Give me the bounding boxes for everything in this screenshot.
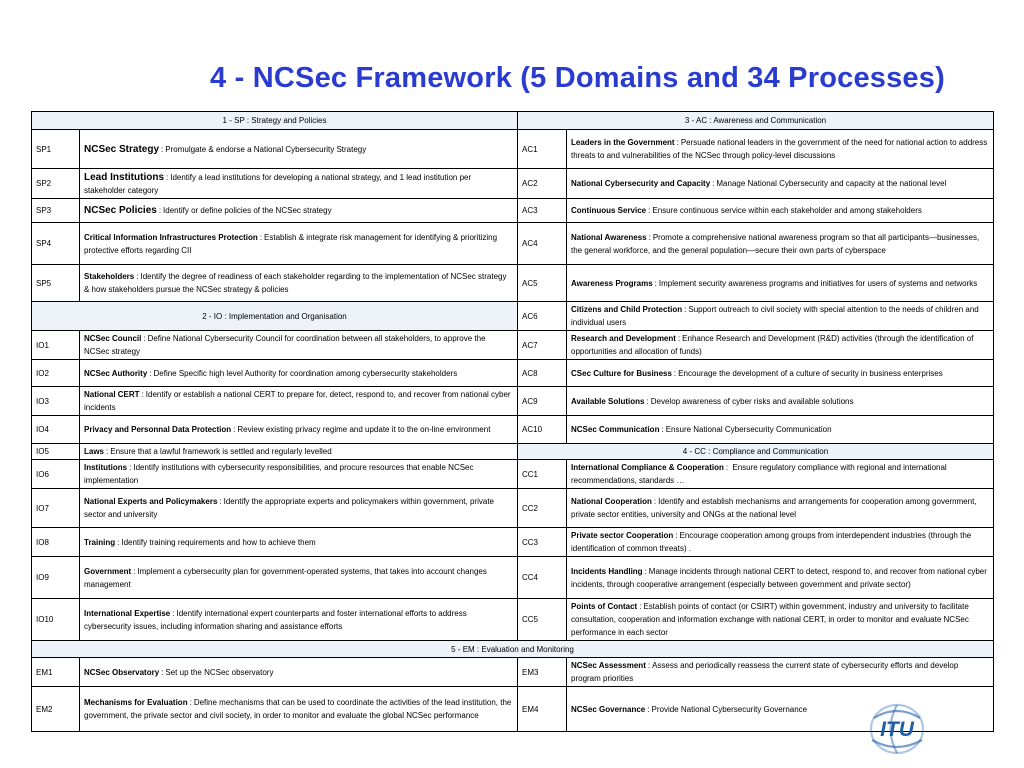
process-description-cell: NCSec Communication : Ensure National Cybersecurity Communication — [567, 416, 994, 444]
process-name: National CERT — [84, 390, 140, 399]
process-description-cell: NCSec Governance : Provide National Cybersecurity Governance — [567, 687, 994, 732]
process-name: Leaders in the Government — [571, 138, 675, 147]
table-row — [32, 599, 994, 641]
process-description-cell: Training : Identify training requirements and how to achieve them — [80, 528, 518, 557]
process-name: NCSec Observatory — [84, 667, 160, 677]
table-row — [32, 302, 994, 331]
process-desc: Identify institutions with cybersecurity responsibilities, and procure resources that enable NCSec implementation — [84, 463, 474, 485]
process-description-cell: CSec Culture for Business : Encourage the development of a culture of security in business enterprises — [567, 360, 994, 387]
itu-logo-text: ITU — [880, 718, 914, 741]
table-row — [32, 331, 994, 360]
process-description-cell: Points of Contact : Establish points of contact (or CSIRT) within government, industry and university to facilitate consultation, cooperation and information exchange with national CERT, in order to monitor and evaluate NCSec performance in each sector — [567, 599, 994, 641]
process-desc: Encourage the development of a culture of security in business enterprises — [678, 368, 943, 378]
process-code: IO4 — [32, 416, 80, 444]
process-code: AC9 — [518, 387, 567, 416]
process-code: EM3 — [518, 658, 567, 687]
process-description-cell: Continuous Service : Ensure continuous service within each stakeholder and among stakeholders — [567, 199, 994, 223]
process-desc: Set up the NCSec observatory — [165, 667, 274, 677]
process-code: SP5 — [32, 265, 80, 302]
process-description-cell: Privacy and Personnal Data Protection : Review existing privacy regime and update it to the on-line environment — [80, 416, 518, 444]
process-description-cell: Citizens and Child Protection : Support outreach to civil society with special attention to the needs of children and individual users — [567, 302, 994, 331]
process-desc: Implement a cybersecurity plan for government-operated systems, that takes into account changes management — [84, 566, 487, 589]
process-description-cell: International Compliance & Cooperation : Ensure regulatory compliance with regional and international recommendations, standards … — [567, 460, 994, 489]
process-description-cell: NCSec Policies : Identify or define policies of the NCSec strategy — [80, 199, 518, 223]
process-name: International Expertise — [84, 608, 171, 618]
process-description-cell: NCSec Strategy : Promulgate & endorse a National Cybersecurity Strategy — [80, 130, 518, 169]
table-row — [32, 460, 994, 489]
process-desc: Support outreach to civil society with special attention to the needs of children and individual users — [571, 305, 979, 327]
process-name: NCSec Communication — [571, 425, 660, 434]
process-description-cell: Mechanisms for Evaluation : Define mechanisms that can be used to coordinate the activities of the lead institution, the government, the private sector and civil society, in order to monitor and evaluate the global NCSec performance — [80, 687, 518, 732]
process-desc: Manage incidents through national CERT to detect, respond to, and recover from national cyber incidents, through cooperative arrangement (especially between government and private sector) — [571, 566, 987, 589]
process-name: Research and Development — [571, 334, 676, 343]
process-desc: Identify a lead institutions for developing a national strategy, and 1 lead institution per stakeholder category — [84, 172, 472, 195]
process-code: IO7 — [32, 489, 80, 528]
table-row — [32, 658, 994, 687]
table-row — [32, 641, 994, 658]
process-name: National Cybersecurity and Capacity — [571, 179, 711, 188]
process-desc: Manage National Cybersecurity and capacity at the national level — [716, 179, 947, 188]
process-desc: Identify or establish a national CERT to prepare for, detect, respond to, and recover from national cyber incidents — [84, 390, 511, 412]
table-row — [32, 223, 994, 265]
process-description-cell: NCSec Assessment : Assess and periodically reassess the current state of cybersecurity efforts and develop program priorities — [567, 658, 994, 687]
table-row — [32, 416, 994, 444]
process-code: AC3 — [518, 199, 567, 223]
process-desc: Identify international expert counterparts and foster international efforts to address cybersecurity issues, including information sharing and assistance efforts — [84, 608, 467, 631]
process-code: IO2 — [32, 360, 80, 387]
process-code: IO5 — [32, 444, 80, 460]
process-desc: Review existing privacy regime and update it to the on-line environment — [237, 425, 491, 434]
process-description-cell: Lead Institutions : Identify a lead institutions for developing a national strategy, and 1 lead institution per stakeholder category — [80, 169, 518, 199]
process-code: AC5 — [518, 265, 567, 302]
process-name: NCSec Policies — [84, 205, 157, 216]
process-desc: Establish & integrate risk management for identifying & prioritizing protective efforts regarding CII — [84, 232, 498, 255]
process-name: Stakeholders — [84, 272, 135, 281]
process-name: Points of Contact — [571, 602, 638, 611]
table-row — [32, 265, 994, 302]
process-desc: Identify the appropriate experts and policymakers within government, private sector and university — [84, 497, 494, 519]
process-name: Privacy and Personnal Data Protection — [84, 425, 232, 434]
process-name: NCSec Governance — [571, 704, 646, 714]
process-code: EM2 — [32, 687, 80, 732]
process-desc: Identify training requirements and how to achieve them — [121, 537, 316, 547]
process-code: AC1 — [518, 130, 567, 169]
table-row — [32, 489, 994, 528]
process-desc: Develop awareness of cyber risks and available solutions — [650, 396, 854, 406]
process-description-cell: Institutions : Identify institutions with cybersecurity responsibilities, and procure resources that enable NCSec implementation — [80, 460, 518, 489]
process-name: National Awareness — [571, 232, 647, 242]
process-description-cell: National Awareness : Promote a comprehensive national awareness program so that all participants—businesses, the general workforce, and the general population—secure their own parts of cyberspace — [567, 223, 994, 265]
process-code: AC4 — [518, 223, 567, 265]
process-desc: Encourage cooperation among groups from interdependent industries (through the identification of common threats) . — [571, 531, 972, 553]
process-code: SP2 — [32, 169, 80, 199]
process-code: AC2 — [518, 169, 567, 199]
process-desc: Persuade national leaders in the government of the need for national action to address threats to and vulnerabilities of the NCSec through policy-level discussions — [571, 138, 988, 160]
process-description-cell: Leaders in the Government : Persuade national leaders in the government of the need for national action to address threats to and vulnerabilities of the NCSec through policy-level discussions — [567, 130, 994, 169]
process-code: CC4 — [518, 557, 567, 599]
process-name: National Experts and Policymakers — [84, 497, 218, 506]
process-code: SP4 — [32, 223, 80, 265]
process-desc: Identify and establish mechanisms and arrangements for cooperation among government, private sector entities, university and ONGs at the national level — [571, 497, 977, 519]
process-code: IO1 — [32, 331, 80, 360]
process-description-cell: NCSec Observatory : Set up the NCSec observatory — [80, 658, 518, 687]
domain-header-em: 5 - EM : Evaluation and Monitoring — [32, 641, 994, 658]
process-desc: Define mechanisms that can be used to coordinate the activities of the lead institution, the government, the private sector and civil society, in order to monitor and evaluate the global NCSec performance — [84, 698, 512, 720]
process-name: NCSec Council — [84, 334, 142, 343]
process-description-cell: Private sector Cooperation : Encourage cooperation among groups from interdependent industries (through the identification of common threats) . — [567, 528, 994, 557]
process-code: AC10 — [518, 416, 567, 444]
process-description-cell: Government : Implement a cybersecurity plan for government-operated systems, that takes into account changes management — [80, 557, 518, 599]
table-row — [32, 387, 994, 416]
process-name: Incidents Handling — [571, 566, 643, 576]
process-description-cell: Critical Information Infrastructures Protection : Establish & integrate risk management for identifying & prioritizing protective efforts regarding CII — [80, 223, 518, 265]
process-code: AC6 — [518, 302, 567, 331]
itu-logo — [866, 700, 928, 758]
process-description-cell: International Expertise : Identify international expert counterparts and foster international efforts to address cybersecurity issues, including information sharing and assistance efforts — [80, 599, 518, 641]
process-desc: Provide National Cybersecurity Governance — [651, 704, 808, 714]
process-name: NCSec Assessment — [571, 661, 646, 670]
process-name: Lead Institutions — [84, 171, 164, 183]
process-description-cell: Laws : Ensure that a lawful framework is settled and regularly levelled — [80, 444, 518, 460]
domain-header-cc: 4 - CC : Compliance and Communication — [518, 444, 994, 460]
process-code: IO6 — [32, 460, 80, 489]
process-code: CC3 — [518, 528, 567, 557]
process-description-cell: National Experts and Policymakers : Identify the appropriate experts and policymakers within government, private sector and university — [80, 489, 518, 528]
process-desc: Identify or define policies of the NCSec strategy — [163, 206, 332, 215]
process-code: CC1 — [518, 460, 567, 489]
table-row — [32, 360, 994, 387]
process-name: Critical Information Infrastructures Protection — [84, 232, 258, 242]
process-code: SP3 — [32, 199, 80, 223]
process-name: NCSec Strategy — [84, 143, 160, 155]
process-desc: Ensure National Cybersecurity Communication — [665, 425, 832, 434]
process-code: AC7 — [518, 331, 567, 360]
process-code: CC2 — [518, 489, 567, 528]
process-desc: Establish points of contact (or CSIRT) within government, industry and university to facilitate consultation, cooperation and information exchange with national CERT, in order to monitor and evaluate NCSec performance in each sector — [571, 602, 969, 637]
table-row — [32, 112, 994, 130]
process-description-cell: Awareness Programs : Implement security awareness programs and initiatives for users of systems and networks — [567, 265, 994, 302]
table-row — [32, 444, 994, 460]
table-row — [32, 169, 994, 199]
process-code: AC8 — [518, 360, 567, 387]
process-name: Citizens and Child Protection — [571, 305, 683, 314]
process-description-cell: NCSec Authority : Define Specific high level Authority for coordination among cybersecurity stakeholders — [80, 360, 518, 387]
process-name: Government — [84, 566, 132, 576]
process-desc: Ensure regulatory compliance with regional and international recommendations, standards … — [571, 463, 947, 485]
process-name: National Cooperation — [571, 497, 652, 506]
process-desc: Enhance Research and Development (R&D) activities (through the identification of opportunities and allocation of funds) — [571, 334, 974, 356]
process-name: Continuous Service — [571, 206, 647, 215]
process-code: EM1 — [32, 658, 80, 687]
domain-header-ac: 3 - AC : Awareness and Communication — [518, 112, 994, 130]
process-name: Private sector Cooperation — [571, 531, 674, 540]
process-desc: Promote a comprehensive national awareness program so that all participants—businesses, the general workforce, and the general population—secure their own parts of cyberspace — [571, 232, 980, 255]
table-row — [32, 687, 994, 732]
process-name: Available Solutions — [571, 396, 645, 406]
process-code: EM4 — [518, 687, 567, 732]
process-name: Mechanisms for Evaluation — [84, 698, 188, 707]
process-desc: Ensure continuous service within each stakeholder and among stakeholders — [652, 206, 922, 215]
table-row — [32, 528, 994, 557]
process-code: SP1 — [32, 130, 80, 169]
process-description-cell: Stakeholders : Identify the degree of readiness of each stakeholder regarding to the implementation of NCSec strategy & how stakeholders pursue the NCSec strategy & policies — [80, 265, 518, 302]
table-row — [32, 557, 994, 599]
process-description-cell: National Cooperation : Identify and establish mechanisms and arrangements for cooperation among government, private sector entities, university and ONGs at the national level — [567, 489, 994, 528]
process-code: CC5 — [518, 599, 567, 641]
process-name: International Compliance & Cooperation — [571, 463, 724, 472]
process-desc: Implement security awareness programs and initiatives for users of systems and networks — [658, 278, 978, 288]
table-row — [32, 130, 994, 169]
table-row — [32, 199, 994, 223]
process-description-cell: Research and Development : Enhance Research and Development (R&D) activities (through the identification of opportunities and allocation of funds) — [567, 331, 994, 360]
domain-header-sp: 1 - SP : Strategy and Policies — [32, 112, 518, 130]
process-desc: Define National Cybersecurity Council for coordination between all stakeholders, to approve the NCSec strategy — [84, 334, 486, 356]
process-description-cell: NCSec Council : Define National Cybersecurity Council for coordination between all stakeholders, to approve the NCSec strategy — [80, 331, 518, 360]
process-desc: Identify the degree of readiness of each stakeholder regarding to the implementation of NCSec strategy & how stakeholders pursue the NCSec strategy & policies — [84, 272, 507, 294]
process-description-cell: National Cybersecurity and Capacity : Manage National Cybersecurity and capacity at the national level — [567, 169, 994, 199]
framework-table — [31, 111, 994, 732]
domain-header-io: 2 - IO : Implementation and Organisation — [32, 302, 518, 331]
slide-title: 4 - NCSec Framework (5 Domains and 34 Processes) — [210, 62, 945, 94]
process-name: Laws — [84, 447, 105, 456]
process-desc: Define Specific high level Authority for coordination among cybersecurity stakeholders — [153, 368, 458, 378]
process-name: CSec Culture for Business — [571, 368, 672, 378]
process-desc: Promulgate & endorse a National Cybersecurity Strategy — [165, 144, 367, 154]
process-code: IO10 — [32, 599, 80, 641]
process-description-cell: Available Solutions : Develop awareness of cyber risks and available solutions — [567, 387, 994, 416]
process-desc: Ensure that a lawful framework is settled and regularly levelled — [110, 447, 332, 456]
process-name: Awareness Programs — [571, 278, 653, 288]
process-code: IO3 — [32, 387, 80, 416]
process-name: Training — [84, 537, 116, 547]
process-description-cell: National CERT : Identify or establish a national CERT to prepare for, detect, respond to, and recover from national cyber incidents — [80, 387, 518, 416]
process-name: Institutions — [84, 463, 128, 472]
process-name: NCSec Authority — [84, 368, 148, 378]
process-code: IO8 — [32, 528, 80, 557]
process-description-cell: Incidents Handling : Manage incidents through national CERT to detect, respond to, and recover from national cyber incidents, through cooperative arrangement (especially between government and private sector) — [567, 557, 994, 599]
process-code: IO9 — [32, 557, 80, 599]
process-desc: Assess and periodically reassess the current state of cybersecurity efforts and develop program priorities — [571, 661, 959, 683]
